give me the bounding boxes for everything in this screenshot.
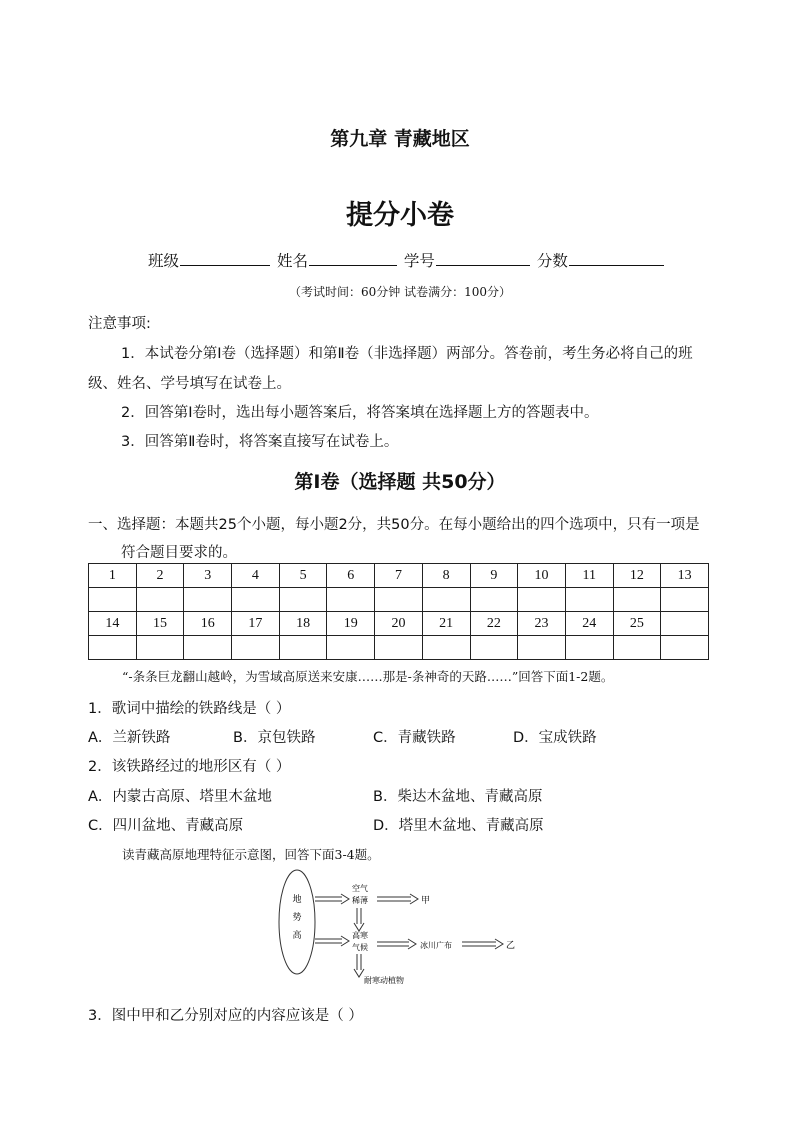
- class-blank[interactable]: [180, 251, 270, 266]
- table-cell-number: 21: [422, 612, 470, 636]
- question-1-option-d[interactable]: D．宝成铁路: [513, 730, 597, 746]
- table-cell-number: 8: [422, 564, 470, 588]
- note-item-1-line-1: 1．本试卷分第Ⅰ卷（选择题）和第Ⅱ卷（非选择题）两部分。答卷前，考生务必将自己的班: [121, 346, 693, 362]
- table-cell-number: 22: [470, 612, 518, 636]
- table-cell-number: 4: [232, 564, 280, 588]
- section-1-instruction-line-2: 符合题目要求的。: [121, 545, 237, 561]
- answer-cell[interactable]: [661, 636, 709, 660]
- question-1-option-b[interactable]: B．京包铁路: [233, 730, 316, 746]
- answer-table-number-row: [89, 612, 709, 636]
- answer-cell[interactable]: [470, 636, 518, 660]
- answer-cell[interactable]: [518, 588, 566, 612]
- answer-cell[interactable]: [184, 636, 232, 660]
- answer-cell[interactable]: [232, 588, 280, 612]
- table-cell-number: 3: [184, 564, 232, 588]
- answer-cell[interactable]: [375, 636, 423, 660]
- section-1-instruction-line-1: 一、选择题：本题共25个小题，每小题2分，共50分。在每小题给出的四个选项中，只有一项是: [88, 517, 700, 533]
- note-item-2: 2．回答第Ⅰ卷时，选出每小题答案后，将答案填在选择题上方的答题表中。: [121, 405, 599, 421]
- table-cell-number: 18: [279, 612, 327, 636]
- table-cell-number: 7: [375, 564, 423, 588]
- question-2-option-b[interactable]: B．柴达木盆地、青藏高原: [373, 789, 543, 805]
- answer-cell[interactable]: [422, 588, 470, 612]
- chapter-title: 第九章 青藏地区: [330, 128, 470, 150]
- answer-cell[interactable]: [327, 636, 375, 660]
- answer-cell[interactable]: [422, 636, 470, 660]
- answer-cell[interactable]: [327, 588, 375, 612]
- answer-cell[interactable]: [661, 588, 709, 612]
- table-cell-number: 10: [518, 564, 566, 588]
- question-2-option-d[interactable]: D．塔里木盆地、青藏高原: [373, 818, 544, 834]
- air-label-line-1: 空气: [352, 884, 368, 893]
- question-2-option-a[interactable]: A．内蒙古高原、塔里木盆地: [88, 789, 272, 805]
- label-jia: 甲: [421, 896, 431, 906]
- answer-cell[interactable]: [375, 588, 423, 612]
- score-blank[interactable]: [569, 251, 664, 266]
- air-label-line-2: 稀薄: [352, 896, 368, 905]
- table-cell-number: 20: [375, 612, 423, 636]
- answer-cell[interactable]: [89, 636, 137, 660]
- answer-cell[interactable]: [184, 588, 232, 612]
- glacier-label: 冰川广布: [420, 941, 452, 950]
- arrow-head-icon: [341, 936, 349, 946]
- class-label: 班级: [148, 252, 180, 270]
- cold-label-line-2: 气候: [352, 943, 368, 952]
- answer-table-number-row: [89, 564, 709, 588]
- answer-cell[interactable]: [136, 636, 184, 660]
- intro-questions-3-4: 读青藏高原地理特征示意图，回答下面3-4题。: [122, 847, 380, 862]
- table-cell-number: 25: [613, 612, 661, 636]
- plateau-features-diagram: [270, 868, 540, 992]
- answer-table-blank-row: [89, 636, 709, 660]
- answer-cell[interactable]: [232, 636, 280, 660]
- table-cell-number: 19: [327, 612, 375, 636]
- ellipse-char-2: 势: [292, 913, 302, 923]
- question-1-option-c[interactable]: C．青藏铁路: [373, 730, 456, 746]
- note-item-3: 3．回答第Ⅱ卷时，将答案直接写在试卷上。: [121, 434, 399, 450]
- arrow-head-icon: [410, 894, 418, 904]
- answer-cell[interactable]: [136, 588, 184, 612]
- question-1-stem: 1．歌词中描绘的铁路线是（ ）: [88, 701, 291, 717]
- label-yi: 乙: [506, 941, 516, 951]
- table-cell-number: [661, 612, 709, 636]
- arrow-head-icon: [408, 939, 416, 949]
- answer-table-blank-row: [89, 588, 709, 612]
- answer-cell[interactable]: [613, 636, 661, 660]
- answer-table: [88, 563, 709, 660]
- table-cell-number: 1: [89, 564, 137, 588]
- table-cell-number: 23: [518, 612, 566, 636]
- question-2-option-c[interactable]: C．四川盆地、青藏高原: [88, 818, 244, 834]
- table-cell-number: 11: [565, 564, 613, 588]
- lyric-quote: “-条条巨龙翻山越岭，为雪域高原送来安康……那是-条神奇的天路……”回答下面1-2题。: [122, 669, 614, 684]
- ellipse-char-3: 高: [292, 931, 302, 941]
- answer-cell[interactable]: [279, 588, 327, 612]
- table-cell-number: 16: [184, 612, 232, 636]
- answer-cell[interactable]: [613, 588, 661, 612]
- exam-time-note: （考试时间：60分钟 试卷满分：100分）: [289, 285, 511, 299]
- table-cell-number: 13: [661, 564, 709, 588]
- arrow-head-icon: [354, 923, 364, 931]
- table-cell-number: 17: [232, 612, 280, 636]
- student-no-label: 学号: [403, 252, 435, 270]
- table-cell-number: 24: [565, 612, 613, 636]
- paper-title: 提分小卷: [346, 200, 454, 231]
- table-cell-number: 12: [613, 564, 661, 588]
- notes-heading: 注意事项:: [88, 316, 151, 332]
- question-3-stem: 3．图中甲和乙分别对应的内容应该是（ ）: [88, 1008, 363, 1024]
- arrow-head-icon: [341, 894, 349, 904]
- arrow-head-icon: [354, 969, 364, 977]
- student-no-blank[interactable]: [436, 251, 530, 266]
- table-cell-number: 14: [89, 612, 137, 636]
- table-cell-number: 5: [279, 564, 327, 588]
- table-cell-number: 6: [327, 564, 375, 588]
- answer-cell[interactable]: [470, 588, 518, 612]
- answer-cell[interactable]: [565, 636, 613, 660]
- cold-label-line-1: 高寒: [352, 931, 368, 940]
- fauna-flora-label: 耐寒动植物: [364, 976, 404, 985]
- answer-cell[interactable]: [279, 636, 327, 660]
- section-1-title: 第Ⅰ卷（选择题 共50分）: [294, 471, 506, 493]
- note-item-1-line-2: 级、姓名、学号填写在试卷上。: [88, 376, 291, 392]
- table-cell-number: 9: [470, 564, 518, 588]
- ellipse-char-1: 地: [292, 895, 302, 905]
- table-cell-number: 2: [136, 564, 184, 588]
- name-blank[interactable]: [309, 251, 397, 266]
- answer-cell[interactable]: [518, 636, 566, 660]
- table-cell-number: 15: [136, 612, 184, 636]
- answer-cell[interactable]: [89, 588, 137, 612]
- student-info-row: [148, 249, 666, 271]
- arrow-head-icon: [495, 939, 503, 949]
- score-label: 分数: [536, 252, 568, 270]
- answer-cell[interactable]: [565, 588, 613, 612]
- question-2-stem: 2．该铁路经过的地形区有（ ）: [88, 759, 291, 775]
- question-1-option-a[interactable]: A．兰新铁路: [88, 730, 171, 746]
- name-label: 姓名: [276, 252, 308, 270]
